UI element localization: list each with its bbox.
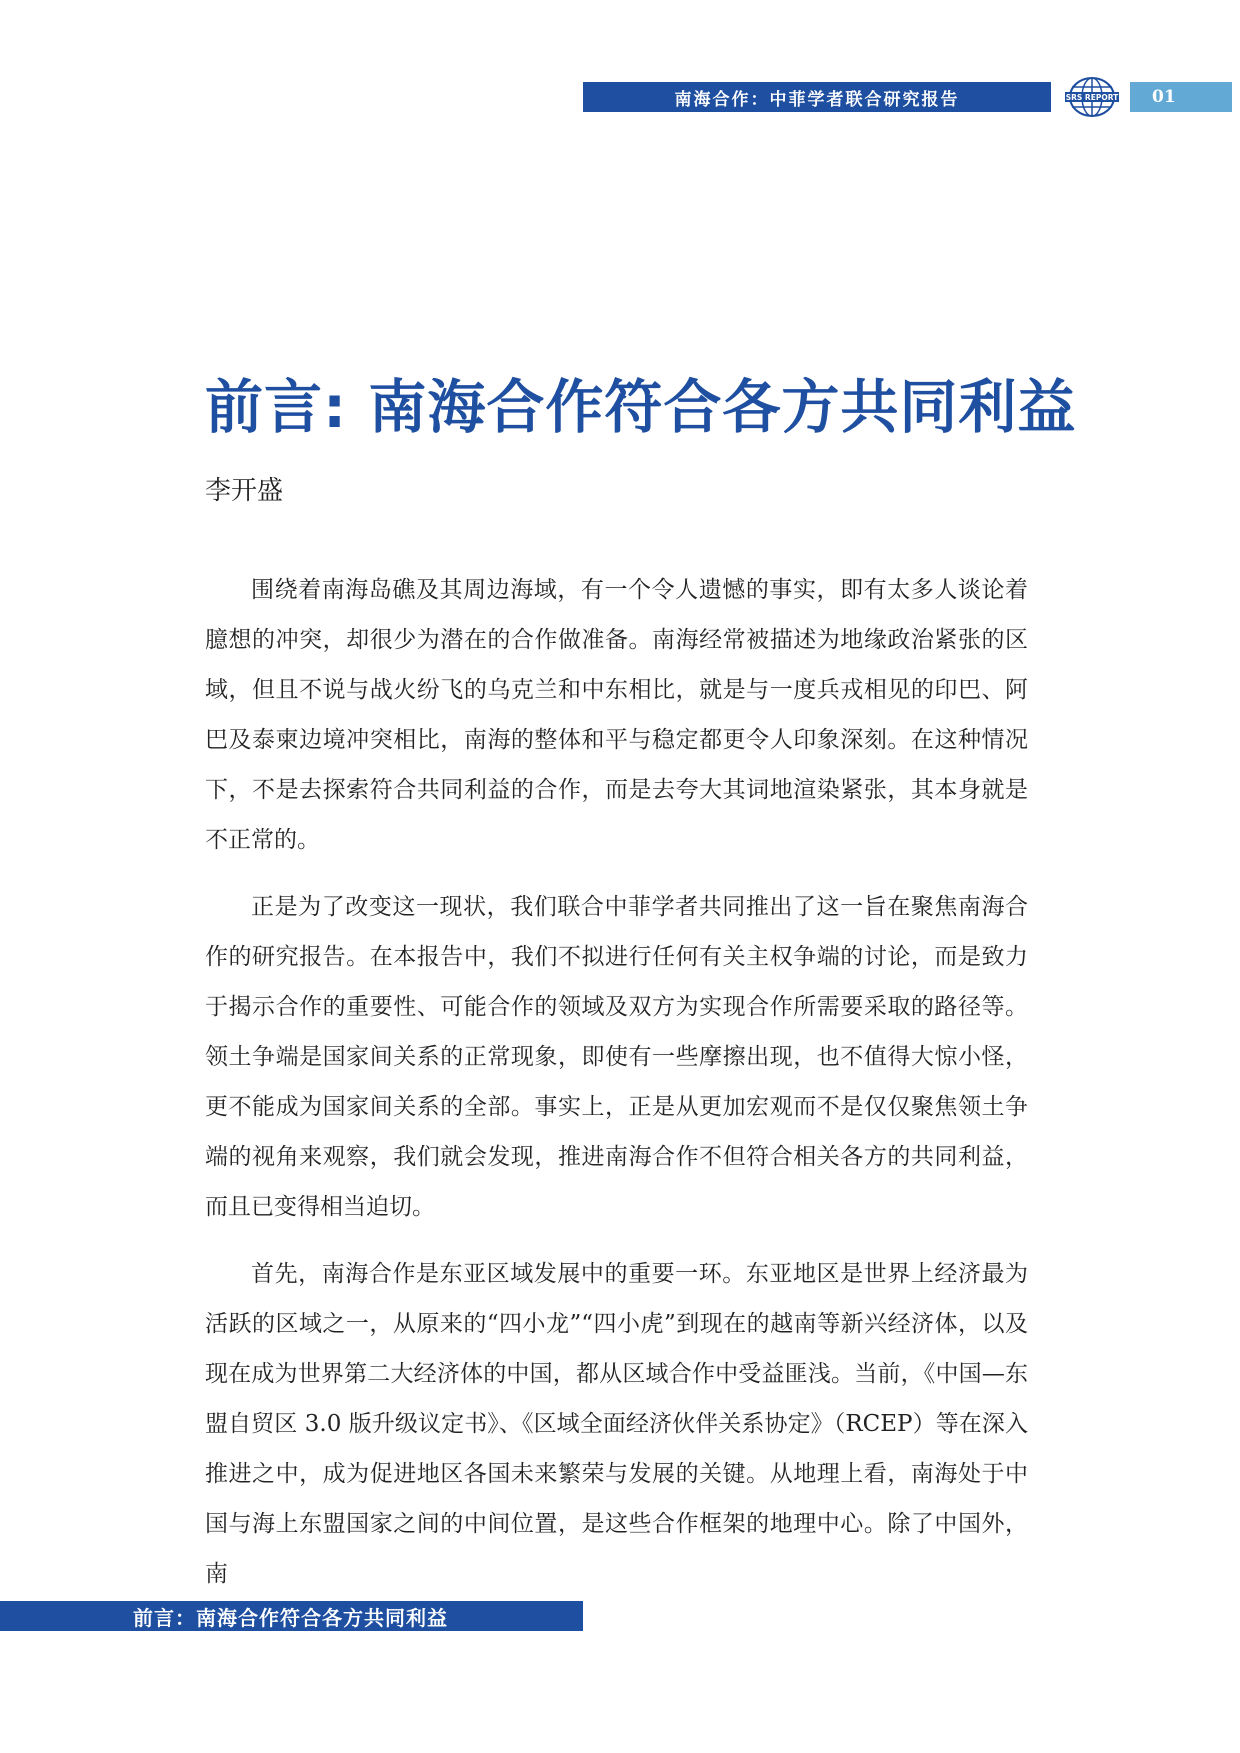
footer-section-title: 前言：南海合作符合各方共同利益: [0, 1601, 583, 1631]
paragraph-3: 首先，南海合作是东亚区域发展中的重要一环。东亚地区是世界上经济最为活跃的区域之一，从原来的“四小龙”“四小虎”到现在的越南等新兴经济体，以及现在成为世界第二大经济体的中国，都从区域合作中受益匪浅。当前，《中国—东盟自贸区 3.0 版升级议定书》、《区域全面经济伙伴关系协定》（RCEP）等在深入推进之中，成为促进地区各国未来繁荣与发展的关键。从地理上看，南海处于中国与海上东盟国家之间的中间位置，是这些合作框架的地理中心。除了中国外，南: [205, 1261, 1028, 1587]
article-body: [205, 565, 1028, 1616]
paragraph-1: 围绕着南海岛礁及其周边海域，有一个令人遗憾的事实，即有太多人谈论着臆想的冲突，却很少为潜在的合作做准备。南海经常被描述为地缘政治紧张的区域，但且不说与战火纷飞的乌克兰和中东相比，就是与一度兵戎相见的印巴、阿巴及泰柬边境冲突相比，南海的整体和平与稳定都更令人印象深刻。在这种情况下，不是去探索符合共同利益的合作，而是去夸大其词地渲染紧张，其本身就是不正常的。: [205, 577, 1028, 853]
paragraph-2: 正是为了改变这一现状，我们联合中菲学者共同推出了这一旨在聚焦南海合作的研究报告。在本报告中，我们不拟进行任何有关主权争端的讨论，而是致力于揭示合作的重要性、可能合作的领域及双方为实现合作所需要采取的路径等。领土争端是国家间关系的正常现象，即使有一些摩擦出现，也不值得大惊小怪，更不能成为国家间关系的全部。事实上，正是从更加宏观而不是仅仅聚焦领土争端的视角来观察，我们就会发现，推进南海合作不但符合相关各方的共同利益，而且已变得相当迫切。: [205, 894, 1028, 1220]
author-name: 李开盛: [205, 476, 284, 506]
srs-report-logo: [1064, 76, 1120, 118]
logo-text: SRS REPORT: [1065, 93, 1119, 102]
header-report-title: 南海合作：中菲学者联合研究报告: [583, 82, 1051, 112]
page-number: 01: [1130, 82, 1232, 112]
page-title: 前言: 南海合作符合各方共同利益: [205, 373, 1077, 441]
